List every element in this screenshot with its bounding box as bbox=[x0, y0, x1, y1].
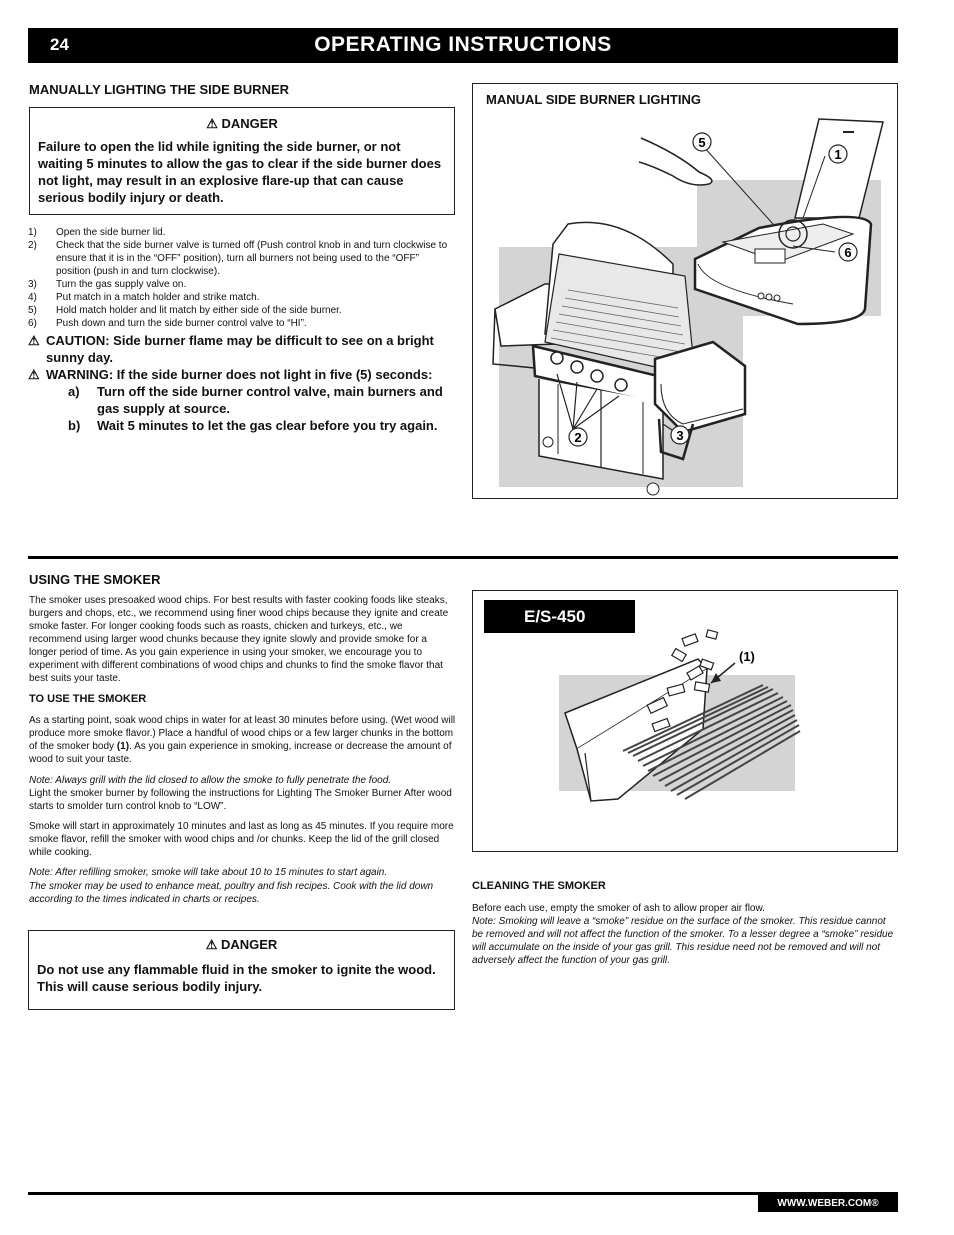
caution-text: ⚠ CAUTION: Side burner flame may be difficult to see on a bright sunny day. bbox=[28, 333, 434, 365]
section-divider bbox=[28, 556, 898, 559]
to-use-title: TO USE THE SMOKER bbox=[29, 693, 147, 705]
smoker-note-1: Note: Always grill with the lid closed to allow the smoke to fully penetrate the food. bbox=[29, 775, 392, 786]
callout-5: 5 bbox=[698, 135, 706, 150]
danger-text: Do not use any flammable fluid in the smoker to ignite the wood. This will cause serious bodily injury. bbox=[37, 962, 436, 994]
list-item: 6) Push down and turn the side burner control valve to “HI”. bbox=[28, 318, 307, 329]
list-item: 2) Check that the side burner valve is turned off (Push control knob in and turn clockwise to ensure that it is in the “OFF” position), turn all burners not being used to the “OFF” position (push in and turn clockwise). bbox=[28, 240, 448, 277]
danger-heading: ⚠ DANGER bbox=[205, 937, 278, 952]
figure-title: MANUAL SIDE BURNER LIGHTING bbox=[486, 92, 701, 107]
warning-triangle-icon: ⚠ bbox=[28, 333, 40, 348]
cleaning-title: CLEANING THE SMOKER bbox=[472, 880, 606, 892]
smoker-note-2: Note: After refilling smoker, smoke will take about 10 to 15 minutes to start again. bbox=[29, 867, 388, 878]
smoker-note-3: The smoker may be used to enhance meat, poultry and fish recipes. Cook with the lid down according to the times indicated in charts or recipes. bbox=[29, 881, 434, 905]
model-label: E/S-450 bbox=[484, 600, 635, 633]
callout-1: (1) bbox=[739, 649, 755, 664]
warning-triangle-icon: ⚠ bbox=[28, 367, 40, 382]
callout-1: 1 bbox=[834, 147, 842, 162]
side-burner-figure bbox=[472, 83, 898, 499]
smoke-duration-text: Smoke will start in approximately 10 minutes and last as long as 45 minutes. If you require more smoke flavor, refill the smoker with wood chips and /or chunks. Keep the lid of the grill closed while cooking. bbox=[29, 821, 454, 858]
page-title: OPERATING INSTRUCTIONS bbox=[314, 33, 612, 56]
danger-text: Failure to open the lid while igniting the side burner, or not waiting 5 minutes to allow the gas to clear if the side burner does not light, may result in an explosive flare-up that can cause serious bodily injury or death. bbox=[38, 139, 442, 205]
warning-triangle-icon: ⚠ bbox=[206, 116, 218, 131]
side-burner-title: MANUALLY LIGHTING THE SIDE BURNER bbox=[29, 82, 290, 97]
list-item: 1) Open the side burner lid. bbox=[28, 227, 166, 238]
warning-item: b) Wait 5 minutes to let the gas clear before you try again. bbox=[68, 418, 438, 433]
side-burner-danger-box bbox=[29, 107, 455, 215]
footer-url[interactable]: WWW.WEBER.COM® bbox=[758, 1195, 898, 1212]
list-item: 3) Turn the gas supply valve on. bbox=[28, 279, 187, 290]
side-burner-steps bbox=[28, 226, 456, 330]
side-burner-illustration bbox=[473, 84, 897, 498]
cleaning-text: Before each use, empty the smoker of ash to allow proper air flow. bbox=[472, 903, 765, 914]
list-item: 4) Put match in a match holder and strike match. bbox=[28, 292, 260, 303]
to-use-paragraph: As a starting point, soak wood chips in water for at least 30 minutes before using. (Wet wood will produce more smoke flavor.) Place a handful of wood chips or a few larger chunks in the bottom of the smoker body (1). As you gain experience in smoking, increase or decrease the amount of wood to suit your taste. bbox=[29, 715, 456, 765]
callout-3: 3 bbox=[676, 428, 684, 443]
callout-6: 6 bbox=[844, 245, 852, 260]
side-burner-warnings bbox=[28, 332, 456, 434]
smoker-danger-box bbox=[28, 930, 455, 1010]
cleaning-note: Note: Smoking will leave a “smoke” residue on the surface of the smoker. This residue cannot be removed and will not affect the function of the smoker. To a lesser degree a “smoke” residue will accumulate on the inside of your gas grill. This residue need not be removed and will not adversely affect the function of your gas grill. bbox=[472, 916, 894, 966]
danger-heading: ⚠ DANGER bbox=[206, 116, 278, 131]
page-header bbox=[28, 28, 898, 63]
callout-2: 2 bbox=[574, 430, 582, 445]
warning-triangle-icon: ⚠ bbox=[205, 937, 218, 952]
smoker-intro: The smoker uses presoaked wood chips. For best results with faster cooking foods like steaks, burgers and chops, etc., we recommend using finer wood chips because they ignite and create smoke faster. For longer cooking foods such as roasts, chicken and turkeys, etc., we recommend using larger wood chunks because they ignite slowly and provide smoke for a longer period of time. As you gain experience in using your smoker, we encourage you to experiment with different combinations of wood chips and chunks to find the smoke flavor that best suits your taste. bbox=[29, 595, 449, 684]
list-item: 5) Hold match holder and lit match by either side of the side burner. bbox=[28, 305, 342, 316]
warning-item: a) Turn off the side burner control valve, main burners and gas supply at source. bbox=[68, 384, 443, 416]
light-smoker-text: Light the smoker burner by following the instructions for Lighting The Smoker Burner After wood starts to smolder turn control knob to “LOW”. bbox=[29, 788, 452, 812]
warning-text: ⚠ WARNING: If the side burner does not light in five (5) seconds: bbox=[28, 367, 433, 382]
smoker-title: USING THE SMOKER bbox=[29, 572, 161, 587]
page-number: 24 bbox=[50, 35, 69, 54]
